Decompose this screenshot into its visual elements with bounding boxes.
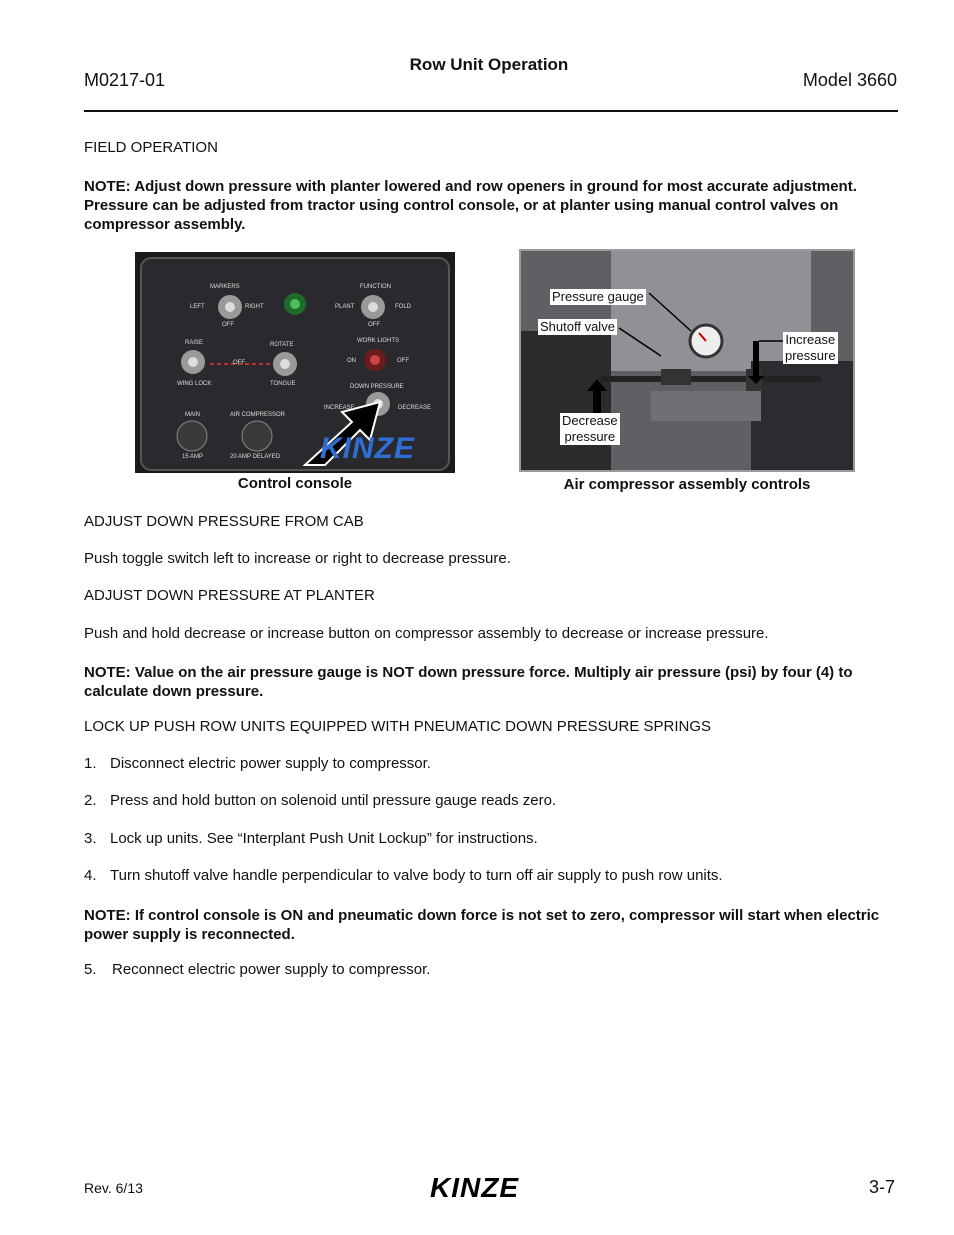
control-console-photo: MARKERS LEFT RIGHT OFF FUNCTION PLANT FOLD OFF RAISE WING LOCK OFF ROTATE TONGUE WORK LIGHTS ON OFF DOWN PRESSURE INCREASE DECREASE MAIN AIR COMPRESSOR 15 AMP 20 AMP DELAYED KINZE <box>135 252 455 473</box>
note-gauge-value: NOTE: Value on the air pressure gauge is NOT down pressure force. Multiply air pressure (psi) by four (4) to calculate down pressure. <box>84 664 853 700</box>
list-item: 5. Reconnect electric power supply to compressor. <box>84 961 431 978</box>
list-item: 2. Press and hold button on solenoid until pressure gauge reads zero. <box>84 792 557 809</box>
subheading-at-planter: ADJUST DOWN PRESSURE AT PLANTER <box>84 587 375 604</box>
list-item: 4. Turn shutoff valve handle perpendicular to valve body to turn off air supply to push row units. <box>84 867 723 884</box>
kinze-logo: KINZE <box>430 1172 519 1203</box>
callout-decrease-pressure: Decrease pressure <box>562 413 618 444</box>
caption-control-console: Control console <box>237 475 353 492</box>
section-title: FIELD OPERATION <box>84 139 218 156</box>
panel-kinze-logo: KINZE <box>320 432 415 465</box>
header-rule <box>84 110 898 112</box>
callout-pressure-gauge: Pressure gauge <box>552 289 644 304</box>
model-label: Model 3660 <box>802 70 897 90</box>
callout-shutoff-valve: Shutoff valve <box>540 319 615 334</box>
note-compressor-start: NOTE: If control console is ON and pneumatic down force is not set to zero, compressor will start when electric power supply is reconnected. <box>84 907 880 943</box>
list-item: 1. Disconnect electric power supply to compressor. <box>84 755 431 772</box>
paragraph-at-planter: Push and hold decrease or increase button on compressor assembly to decrease or increase pressure. <box>84 625 769 642</box>
page-number: 3-7 <box>868 1177 895 1197</box>
paragraph-from-cab: Push toggle switch left to increase or right to decrease pressure. <box>84 550 511 567</box>
manual-number: M0217-01 <box>84 70 166 90</box>
callout-increase-pressure: Increase pressure <box>785 332 836 363</box>
page-title: Row Unit Operation <box>409 55 569 74</box>
caption-air-compressor: Air compressor assembly controls <box>563 476 811 493</box>
subheading-lock-up: LOCK UP PUSH ROW UNITS EQUIPPED WITH PNEUMATIC DOWN PRESSURE SPRINGS <box>84 718 712 735</box>
air-compressor-photo <box>519 249 855 472</box>
subheading-from-cab: ADJUST DOWN PRESSURE FROM CAB <box>84 513 364 530</box>
note-adjust-pressure: NOTE: Adjust down pressure with planter lowered and row openers in ground for most accurate adjustment. Pressure can be adjusted from tractor using control console, or at planter using manual control valves on compressor assembly. <box>84 178 857 233</box>
revision-label: Rev. 6/13 <box>84 1180 143 1196</box>
list-item: 3. Lock up units. See “Interplant Push Unit Lockup” for instructions. <box>84 830 538 847</box>
